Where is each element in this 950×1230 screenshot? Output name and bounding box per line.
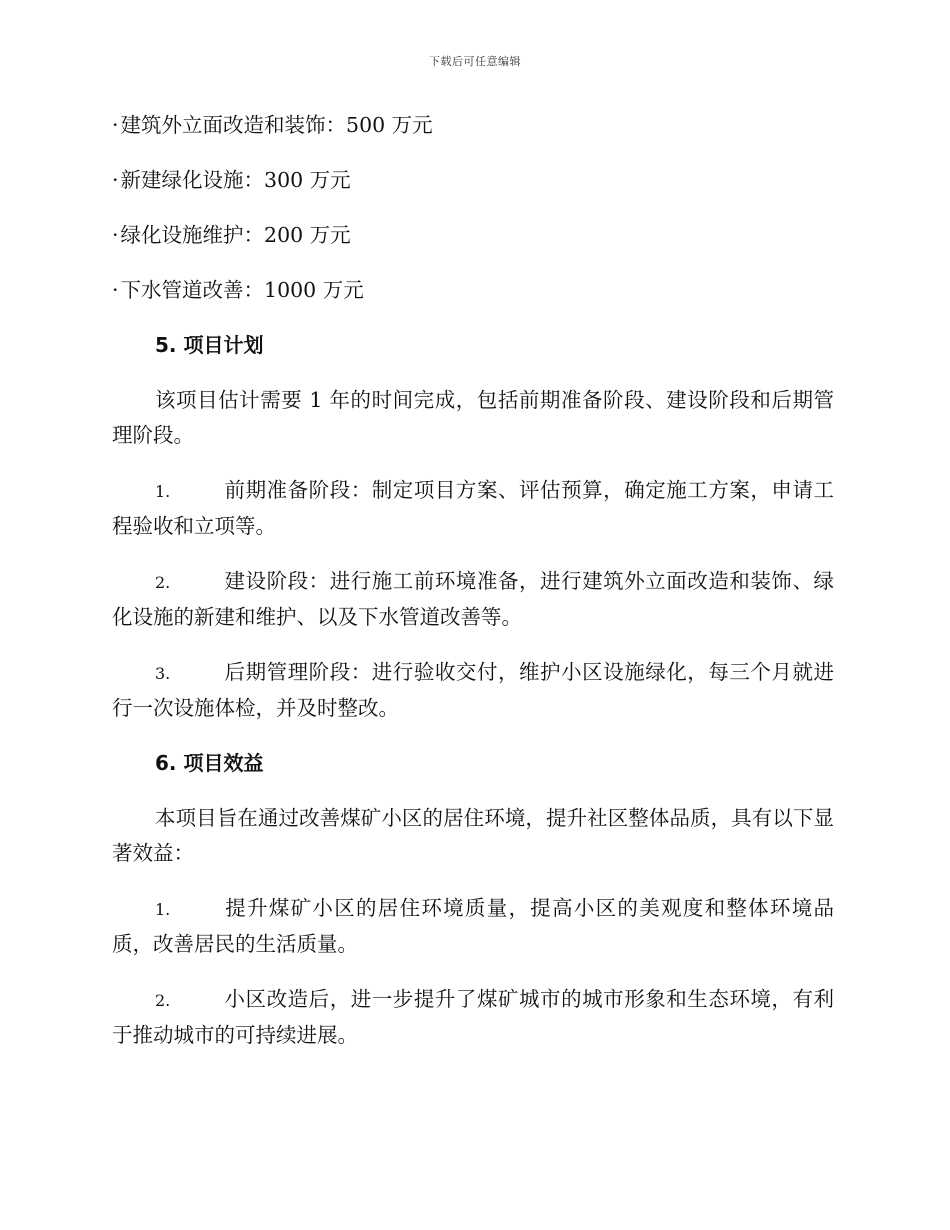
bullet-dot-icon: ·	[112, 223, 119, 247]
section-5-heading: 5. 项目计划	[155, 333, 264, 357]
item-number: 2.	[155, 991, 171, 1010]
item-text: 后期管理阶段：进行验收交付，维护小区设施绿化，每三个月就进行一次设施体检，并及时整改。	[112, 660, 834, 720]
budget-bullet	[112, 273, 834, 308]
bullet-text: 新建绿化设施：300 万元	[120, 168, 351, 192]
item-number: 1.	[155, 900, 171, 919]
bullet-text: 绿化设施维护：200 万元	[120, 223, 351, 247]
item-number: 1.	[155, 482, 171, 501]
bullet-dot-icon: ·	[112, 113, 119, 137]
benefit-item-1	[112, 891, 834, 962]
bullet-dot-icon: ·	[112, 278, 119, 302]
section-5-intro: 该项目估计需要 1 年的时间完成，包括前期准备阶段、建设阶段和后期管理阶段。	[112, 388, 834, 447]
plan-item-1	[112, 473, 834, 544]
budget-bullet	[112, 163, 834, 198]
section-6-intro: 本项目旨在通过改善煤矿小区的居住环境，提升社区整体品质，具有以下显著效益：	[112, 806, 834, 865]
document-body	[112, 108, 834, 1073]
item-text: 小区改造后，进一步提升了煤矿城市的城市形象和生态环境，有利于推动城市的可持续进展。	[112, 987, 834, 1047]
item-number: 2.	[155, 573, 171, 592]
plan-item-2	[112, 564, 834, 635]
bullet-dot-icon: ·	[112, 168, 119, 192]
bullet-text: 下水管道改善：1000 万元	[120, 278, 364, 302]
item-number: 3.	[155, 664, 171, 683]
plan-item-3	[112, 655, 834, 726]
item-text: 前期准备阶段：制定项目方案、评估预算，确定施工方案，申请工程验收和立项等。	[112, 478, 834, 538]
benefit-item-2	[112, 982, 834, 1053]
budget-bullet	[112, 218, 834, 253]
section-6-heading: 6. 项目效益	[155, 751, 264, 775]
item-text: 提升煤矿小区的居住环境质量，提高小区的美观度和整体环境品质，改善居民的生活质量。	[112, 896, 834, 956]
item-text: 建设阶段：进行施工前环境准备，进行建筑外立面改造和装饰、绿化设施的新建和维护、以及下水管道改善等。	[112, 569, 834, 629]
page-header: 下载后可任意编辑	[429, 55, 521, 68]
budget-bullet	[112, 108, 834, 143]
bullet-text: 建筑外立面改造和装饰：500 万元	[120, 113, 433, 137]
